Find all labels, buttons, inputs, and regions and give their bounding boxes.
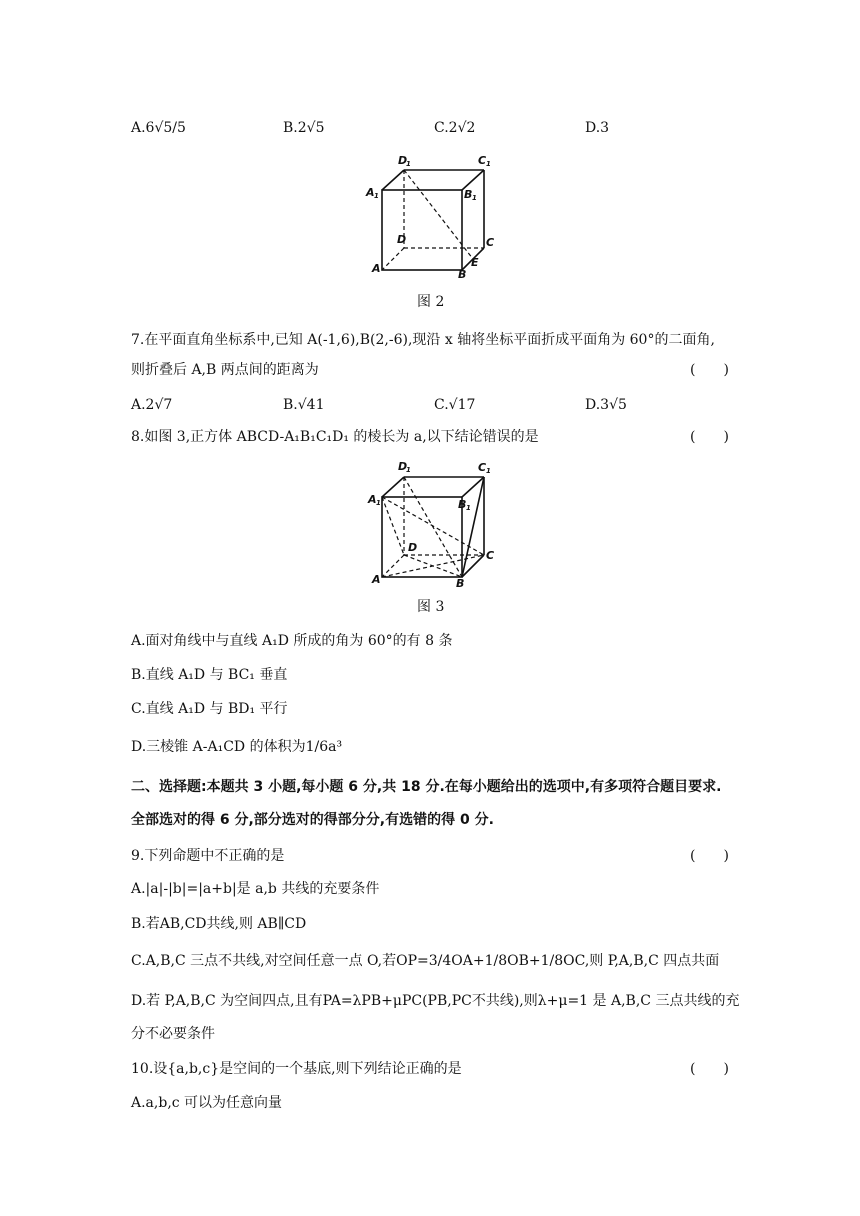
q8-option-a: A.面对角线中与直线 A₁D 所成的角为 60°的有 8 条 xyxy=(131,633,453,649)
fig2-label-c: C xyxy=(486,236,495,249)
q8-answer-paren: ( ) xyxy=(690,429,729,445)
fig3-label-d1: D xyxy=(398,460,408,473)
fig2-sub: 1 xyxy=(406,160,411,168)
q9-option-d-line1: D.若 P,A,B,C 为空间四点,且有PA=λPB+μPC(PB,PC不共线),则λ+μ=1 是 A,B,C 三点共线的充 xyxy=(131,993,740,1009)
fig3-label-c: C xyxy=(486,549,495,562)
q7-stem-line2: 则折叠后 A,B 两点间的距离为 xyxy=(131,362,319,378)
q9-stem: 9.下列命题中不正确的是 xyxy=(131,848,285,864)
q8-option-c: C.直线 A₁D 与 BD₁ 平行 xyxy=(131,701,288,717)
fig3-sub: 1 xyxy=(406,466,411,474)
q9-answer-paren: ( ) xyxy=(690,848,729,864)
q10-answer-paren: ( ) xyxy=(690,1061,729,1077)
q7-stem-line1: 7.在平面直角坐标系中,已知 A(-1,6),B(2,-6),现沿 x 轴将坐标平面折成平面角为 60°的二面角, xyxy=(131,332,715,348)
q9-option-c: C.A,B,C 三点不共线,对空间任意一点 O,若OP=3/4OA+1/8OB+1/8OC,则 P,A,B,C 四点共面 xyxy=(131,953,720,969)
fig2-label-d1: D xyxy=(398,154,408,167)
fig2-sub: 1 xyxy=(486,160,491,168)
section-2-heading-line2: 全部选对的得 6 分,部分选对的得部分分,有选错的得 0 分. xyxy=(131,812,494,828)
fig2-label-e: E xyxy=(471,256,479,269)
fig2-sub: 1 xyxy=(374,192,379,200)
fig3-label-d: D xyxy=(408,541,418,554)
q7-option-c: C.√17 xyxy=(434,397,476,413)
q6-option-d: D.3 xyxy=(585,120,610,136)
fig3-sub: 1 xyxy=(376,499,381,507)
fig3-label-a: A xyxy=(372,573,381,586)
fig2-label-a1: A xyxy=(366,186,375,199)
q7-option-b: B.√41 xyxy=(283,397,325,413)
q9-option-d-line2: 分不必要条件 xyxy=(131,1026,215,1042)
fig3-sub: 1 xyxy=(486,467,491,475)
fig2-label-b: B xyxy=(458,268,467,280)
figure-3-caption: 图 3 xyxy=(417,599,445,615)
q9-option-b: B.若AB,CD共线,则 AB∥CD xyxy=(131,916,307,932)
figure-2-caption: 图 2 xyxy=(417,294,445,310)
section-2-heading-line1: 二、选择题:本题共 3 小题,每小题 6 分,共 18 分.在每小题给出的选项中,有多项符合题目要求. xyxy=(131,779,722,795)
figure-2-cube xyxy=(360,150,510,280)
q9-option-a: A.|a|-|b|=|a+b|是 a,b 共线的充要条件 xyxy=(131,881,380,897)
figure-3-cube xyxy=(364,455,504,590)
q10-stem: 10.设{a,b,c}是空间的一个基底,则下列结论正确的是 xyxy=(131,1061,462,1077)
q7-answer-paren: ( ) xyxy=(690,362,729,378)
fig2-label-c1: C xyxy=(478,154,487,167)
fig3-sub: 1 xyxy=(466,504,471,512)
q7-option-d: D.3√5 xyxy=(585,397,627,413)
fig3-label-a1: A xyxy=(368,493,377,506)
q8-option-b: B.直线 A₁D 与 BC₁ 垂直 xyxy=(131,667,288,683)
q8-stem: 8.如图 3,正方体 ABCD-A₁B₁C₁D₁ 的棱长为 a,以下结论错误的是 xyxy=(131,429,539,445)
fig3-label-b: B xyxy=(456,577,465,590)
q8-option-d: D.三棱锥 A-A₁CD 的体积为1/6a³ xyxy=(131,739,343,755)
q7-option-a: A.2√7 xyxy=(131,397,173,413)
fig2-sub: 1 xyxy=(472,194,477,202)
fig3-label-b1: B xyxy=(458,498,467,511)
q6-option-a: A.6√5/5 xyxy=(131,120,186,136)
fig2-label-d: D xyxy=(397,233,407,246)
fig3-label-c1: C xyxy=(478,461,487,474)
q10-option-a: A.a,b,c 可以为任意向量 xyxy=(131,1095,283,1111)
fig2-label-b1: B xyxy=(464,188,473,201)
fig2-label-a: A xyxy=(372,262,381,275)
q6-option-c: C.2√2 xyxy=(434,120,476,136)
q6-option-b: B.2√5 xyxy=(283,120,325,136)
